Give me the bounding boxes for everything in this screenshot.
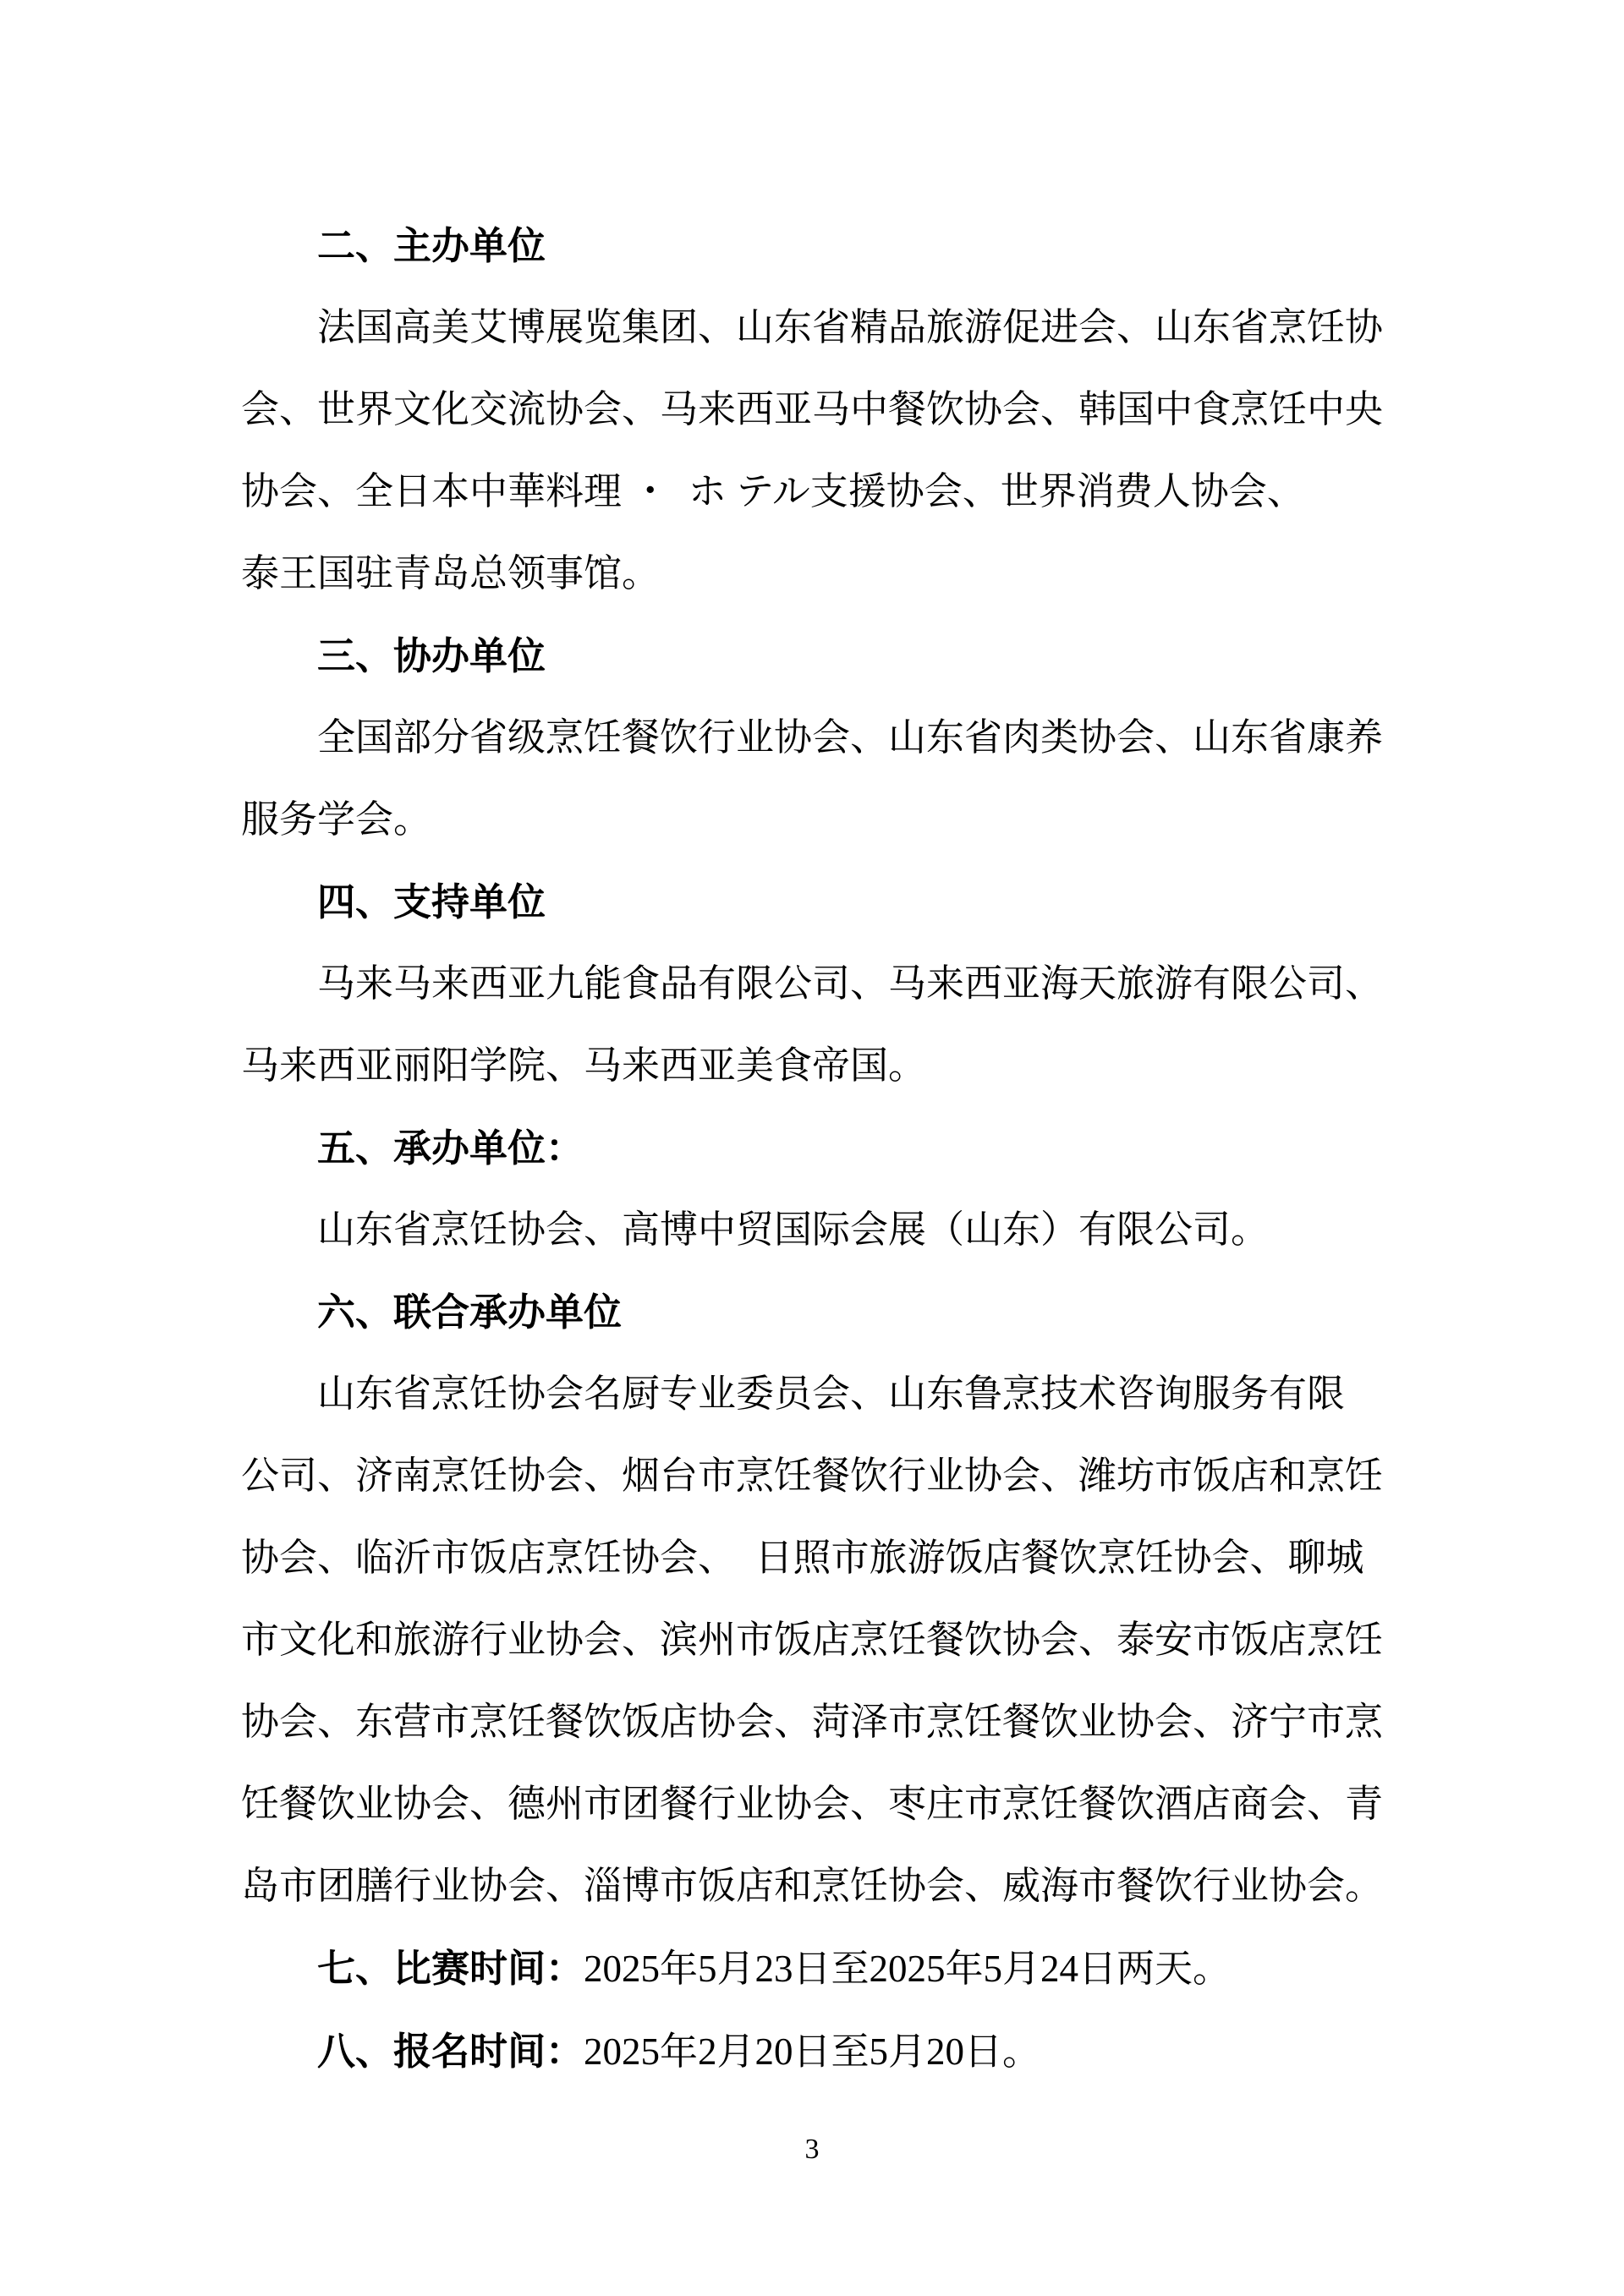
- registration-time-line: [241, 2010, 1396, 2093]
- page-number: 3: [804, 2134, 820, 2165]
- section-heading-undertakers: 五、承办单位：: [317, 1126, 584, 1170]
- paragraph-line: 协会、临沂市饭店烹饪协会、 日照市旅游饭店餐饮烹饪协会、聊城: [241, 1537, 1364, 1579]
- paragraph-line: 马来马来西亚九能食品有限公司、马来西亚海天旅游有限公司、: [317, 962, 1384, 1005]
- paragraph-line: 山东省烹饪协会名厨专业委员会、山东鲁烹技术咨询服务有限: [317, 1373, 1346, 1415]
- competition-time-line: [241, 1927, 1396, 2010]
- section-heading-co-organizers: 三、协办单位: [317, 634, 546, 677]
- paragraph-line: 法国高美艾博展览集团、山东省精品旅游促进会、山东省烹饪协: [317, 306, 1384, 348]
- document-body: [241, 205, 1396, 2093]
- paragraph-line: 市文化和旅游行业协会、滨州市饭店烹饪餐饮协会、泰安市饭店烹饪: [241, 1619, 1384, 1661]
- section-heading-joint-undertakers: 六、联合承办单位: [317, 1290, 623, 1334]
- section-heading-organizers: 二、主办单位: [317, 224, 546, 267]
- paragraph-line: 山东省烹饪协会、高博中贸国际会展（山东）有限公司。: [317, 1208, 1270, 1251]
- paragraph-line: 公司、济南烹饪协会、烟台市烹饪餐饮行业协会、潍坊市饭店和烹饪: [241, 1455, 1384, 1497]
- section-heading-supporters: 四、支持单位: [317, 880, 546, 923]
- paragraph-line: 全国部分省级烹饪餐饮行业协会、山东省肉类协会、山东省康养: [317, 716, 1384, 759]
- paragraph-line: 协会、东营市烹饪餐饮饭店协会、菏泽市烹饪餐饮业协会、济宁市烹: [241, 1701, 1384, 1743]
- paragraph-line: 饪餐饮业协会、德州市团餐行业协会、枣庄市烹饪餐饮酒店商会、青: [241, 1783, 1384, 1825]
- paragraph-line: 岛市团膳行业协会、淄博市饭店和烹饪协会、威海市餐饮行业协会。: [241, 1865, 1384, 1907]
- paragraph-line: 马来西亚丽阳学院、马来西亚美食帝国。: [241, 1044, 927, 1087]
- paragraph-line: 协会、全日本中華料理 ・ ホ テル支援协会、世界消费人协会、: [241, 470, 1305, 512]
- registration-time-value: 2025年2月20日至5月20日。: [584, 2030, 1041, 2073]
- registration-time-label: 八、报名时间：: [317, 2030, 584, 2073]
- paragraph-line: 泰王国驻青岛总领事馆。: [241, 552, 661, 595]
- paragraph-line: 会、世界文化交流协会、马来西亚马中餐饮协会、韩国中食烹饪中央: [241, 388, 1384, 430]
- competition-time-label: 七、比赛时间：: [317, 1947, 584, 1990]
- competition-time-value: 2025年5月23日至2025年5月24日两天。: [584, 1948, 1232, 1990]
- paragraph-line: 服务学会。: [241, 798, 432, 841]
